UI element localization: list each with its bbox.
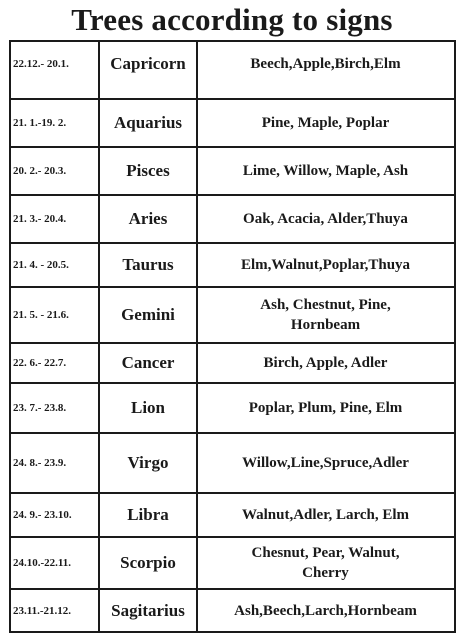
tree-list [198, 494, 453, 536]
table-row [9, 492, 456, 536]
zodiac-sign: Gemini [121, 305, 175, 324]
date-range: 23.11.-21.12. [13, 604, 72, 617]
tree-list-line: Elm,Walnut,Poplar,Thuya [240, 257, 411, 273]
tree-list-line: Ash, Chestnut, Pine, [260, 297, 391, 313]
tree-list-line: Hornbeam [290, 317, 361, 333]
zodiac-sign: Aries [128, 209, 168, 228]
table-row [9, 286, 456, 342]
date-range: 21. 4. - 20.5. [13, 259, 69, 271]
table-row [9, 432, 456, 492]
tree-list [198, 590, 453, 631]
tree-list [198, 538, 453, 588]
tree-list-line: Willow,Line,Spruce,Adler [242, 455, 409, 471]
date-range: 24. 9.- 23.10. [13, 509, 72, 521]
tree-list [198, 434, 453, 492]
table-row [9, 194, 456, 242]
tree-list [198, 196, 453, 242]
zodiac-sign: Libra [127, 505, 169, 524]
tree-list [198, 148, 453, 194]
zodiac-sign: Pisces [126, 161, 170, 180]
tree-list-line: Walnut,Adler, Larch, Elm [241, 507, 410, 523]
date-range: 22. 6.- 22.7. [13, 357, 67, 369]
tree-list [198, 384, 453, 432]
zodiac-sign: Lion [130, 398, 166, 417]
tree-list [198, 288, 453, 342]
tree-list-line: Ash,Beech,Larch,Hornbeam [234, 602, 417, 619]
date-range: 24. 8.- 23.9. [13, 457, 67, 469]
tree-list-line: Poplar, Plum, Pine, Elm [248, 400, 403, 416]
zodiac-sign: Scorpio [120, 553, 176, 572]
zodiac-sign: Aquarius [113, 113, 183, 132]
tree-list [198, 244, 453, 286]
tree-list-line: Cherry [302, 565, 349, 581]
date-range: 21. 1.-19. 2. [13, 117, 67, 129]
tree-list-line: Beech,Apple,Birch,Elm [250, 56, 401, 72]
date-range: 23. 7.- 23.8. [13, 402, 67, 414]
table-row [9, 42, 456, 86]
tree-list-line: Birch, Apple, Adler [263, 355, 388, 371]
tree-list [198, 42, 453, 86]
page-title: Trees according to signs [71, 2, 393, 37]
zodiac-sign: Virgo [127, 453, 169, 472]
table-row [9, 146, 456, 194]
date-range: 20. 2.- 20.3. [13, 165, 67, 177]
tree-list [198, 100, 453, 146]
date-range: 21. 3.- 20.4. [13, 213, 67, 225]
table-row [9, 98, 456, 146]
tree-list-line: Chesnut, Pear, Walnut, [251, 545, 400, 561]
zodiac-sign: Cancer [121, 353, 175, 372]
table-row [9, 242, 456, 286]
table-row [9, 536, 456, 588]
date-range: 21. 5. - 21.6. [13, 309, 69, 321]
tree-list [198, 344, 453, 382]
zodiac-sign: Sagitarius [111, 600, 185, 620]
table-row [9, 342, 456, 382]
table-row [9, 588, 456, 631]
zodiac-sign: Taurus [122, 255, 174, 274]
date-range: 24.10.-22.11. [13, 557, 72, 569]
table-row [9, 382, 456, 432]
date-range: 22.12.- 20.1. [13, 58, 69, 70]
zodiac-sign: Capricorn [110, 54, 186, 73]
tree-list-line: Oak, Acacia, Alder,Thuya [243, 211, 408, 227]
tree-list-line: Lime, Willow, Maple, Ash [242, 163, 409, 179]
tree-list-line: Pine, Maple, Poplar [261, 115, 390, 131]
